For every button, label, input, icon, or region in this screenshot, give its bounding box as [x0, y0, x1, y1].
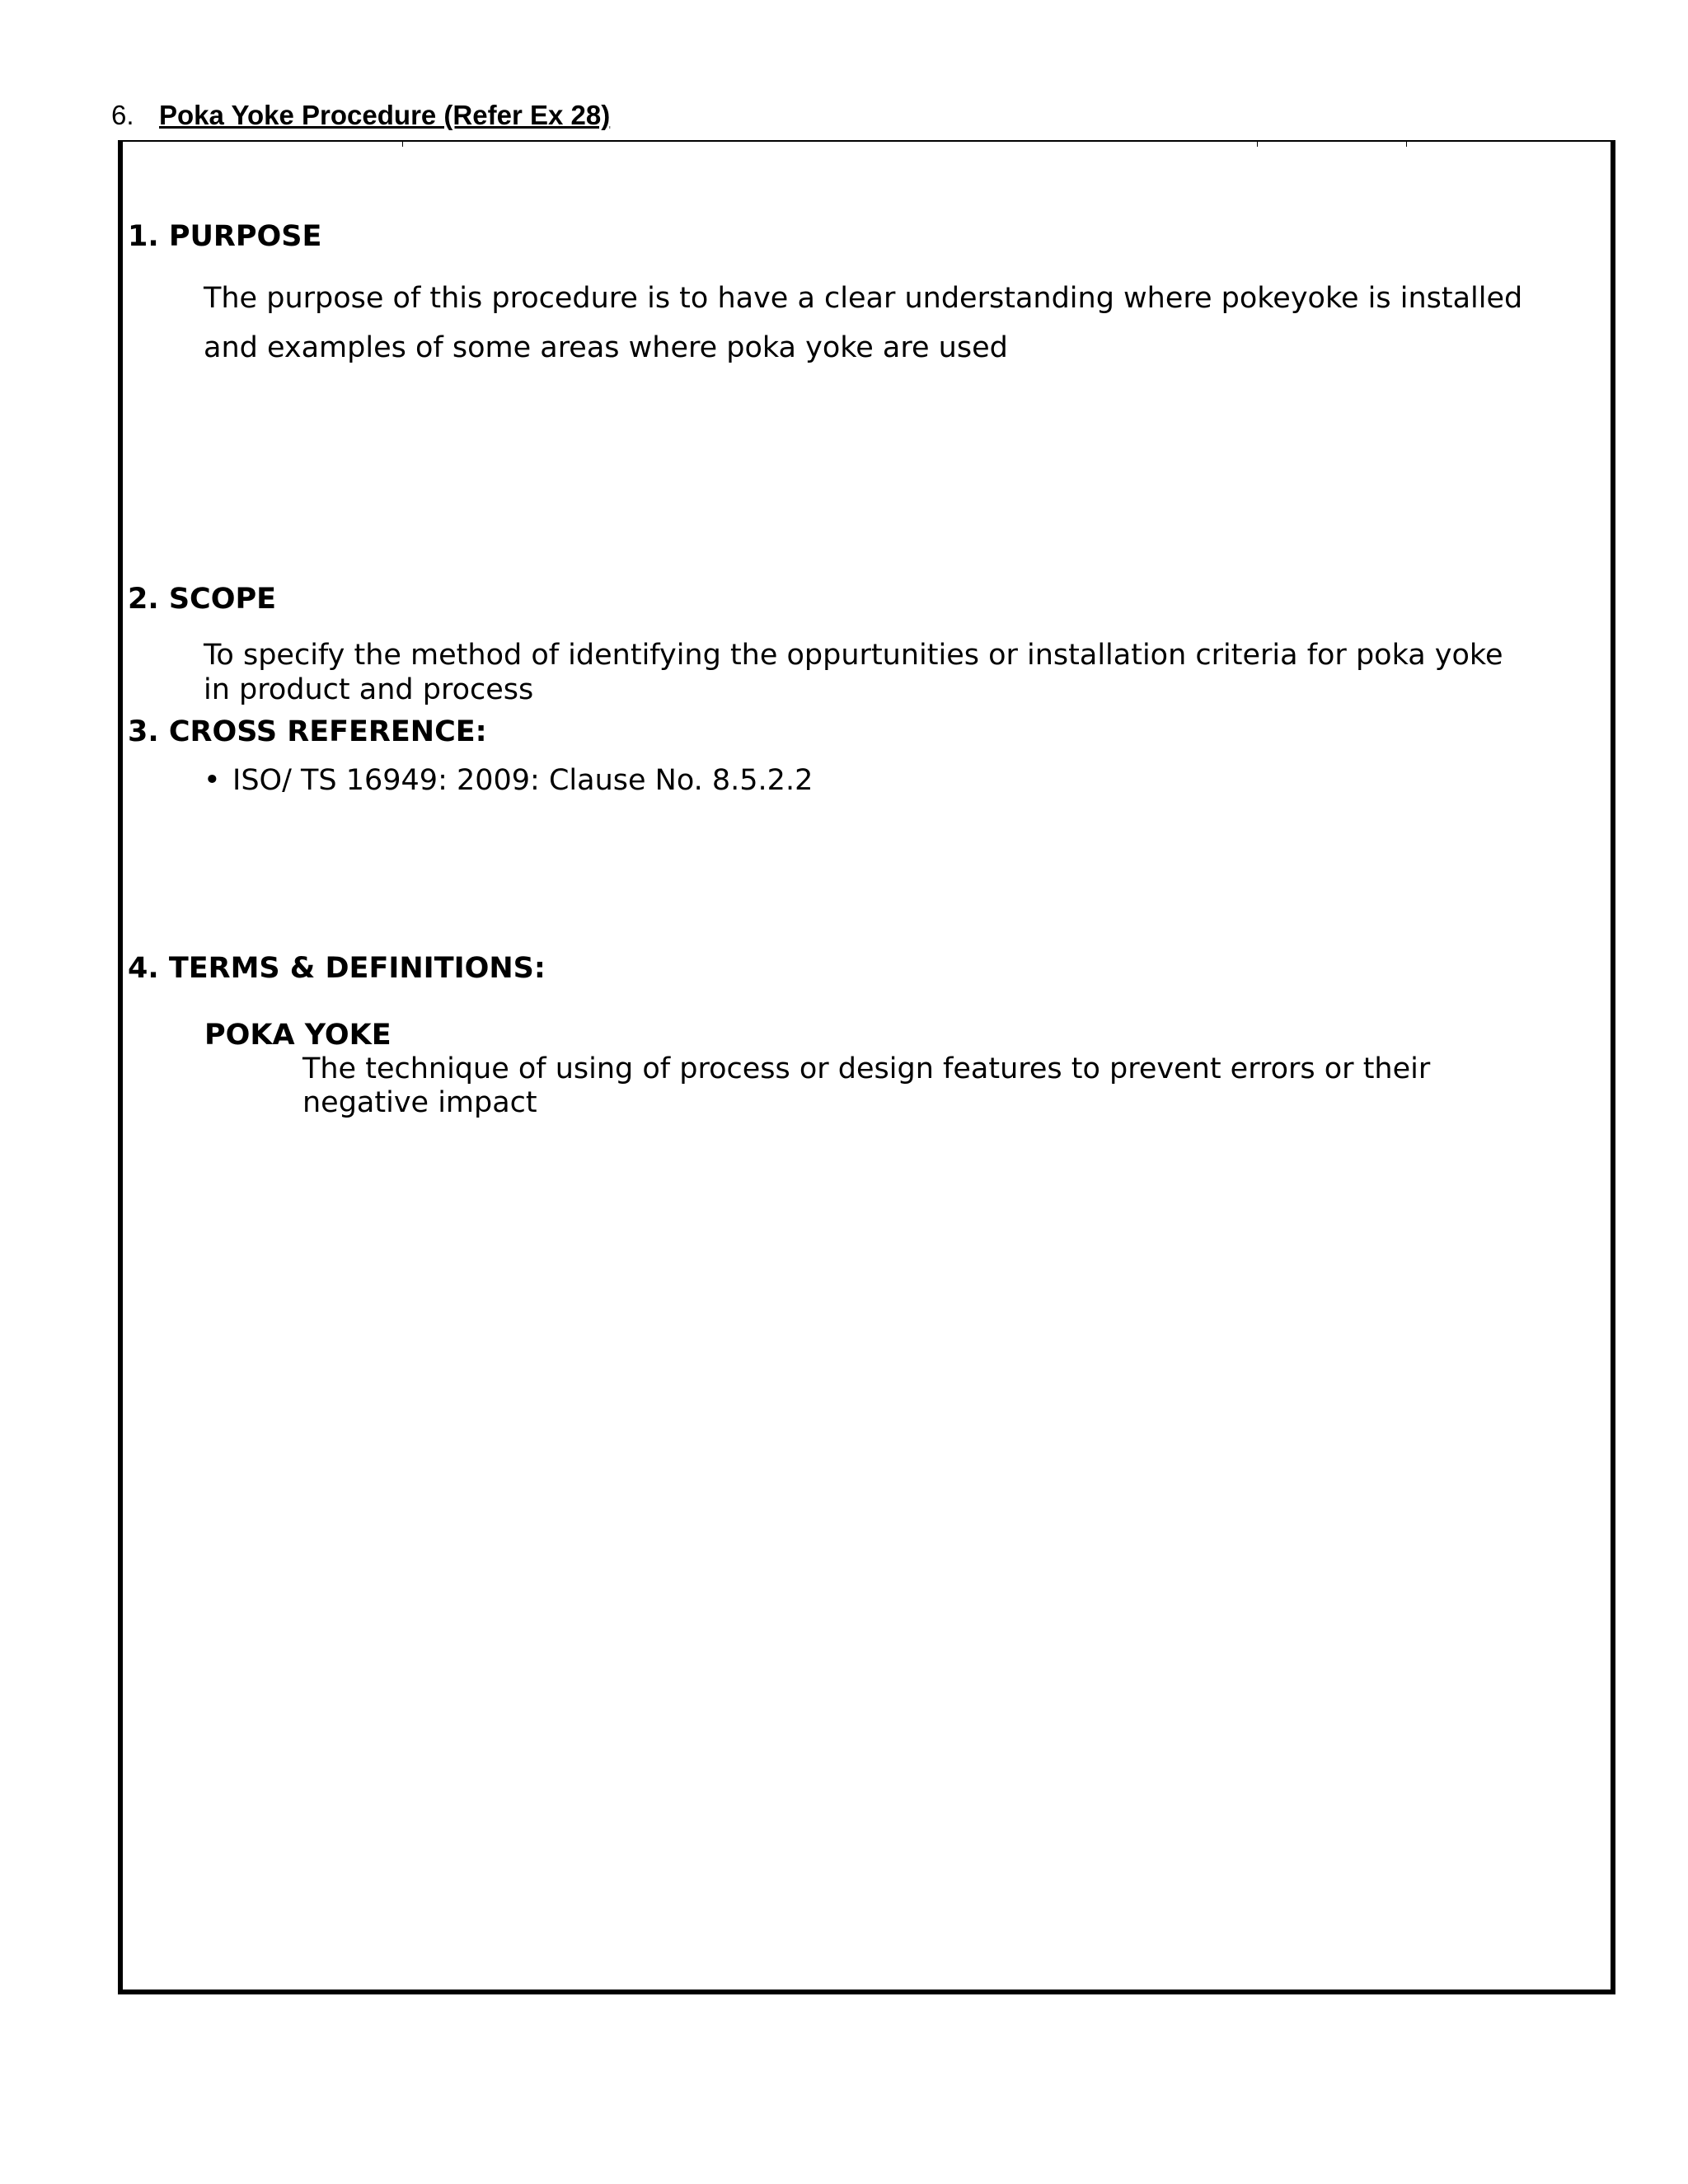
cross-reference-text: ISO/ TS 16949: 2009: Clause No. 8.5.2.2	[232, 764, 814, 797]
purpose-heading: 1. PURPOSE	[128, 220, 322, 253]
heading-title: Poka Yoke Procedure (Refer Ex 28)	[159, 100, 611, 130]
heading-number: 6.	[111, 100, 134, 130]
purpose-line: The purpose of this procedure is to have a clear understanding where pokeyoke is installed	[204, 282, 1523, 315]
cross-reference-item	[204, 763, 813, 798]
term-definition	[302, 1052, 1430, 1120]
cross-reference-list	[204, 763, 813, 798]
scope-line: in product and process	[204, 673, 534, 706]
scope-heading: 2. SCOPE	[128, 583, 277, 616]
scope-line: To specify the method of identifying the oppurtunities or installation criteria for poka yoke	[204, 639, 1503, 672]
term-poka-yoke: POKA YOKE	[204, 1019, 392, 1052]
scope-text	[204, 638, 1503, 707]
cross-reference-heading: 3. CROSS REFERENCE:	[128, 715, 487, 748]
terms-heading: 4. TERMS & DEFINITIONS:	[128, 952, 546, 985]
definition-line: The technique of using of process or design features to prevent errors or their	[302, 1052, 1431, 1085]
bullet-icon: •	[204, 764, 221, 797]
page-heading	[111, 99, 610, 132]
purpose-line: and examples of some areas where poka yoke are used	[204, 331, 1008, 364]
definition-line: negative impact	[302, 1086, 537, 1119]
purpose-text	[204, 274, 1522, 373]
